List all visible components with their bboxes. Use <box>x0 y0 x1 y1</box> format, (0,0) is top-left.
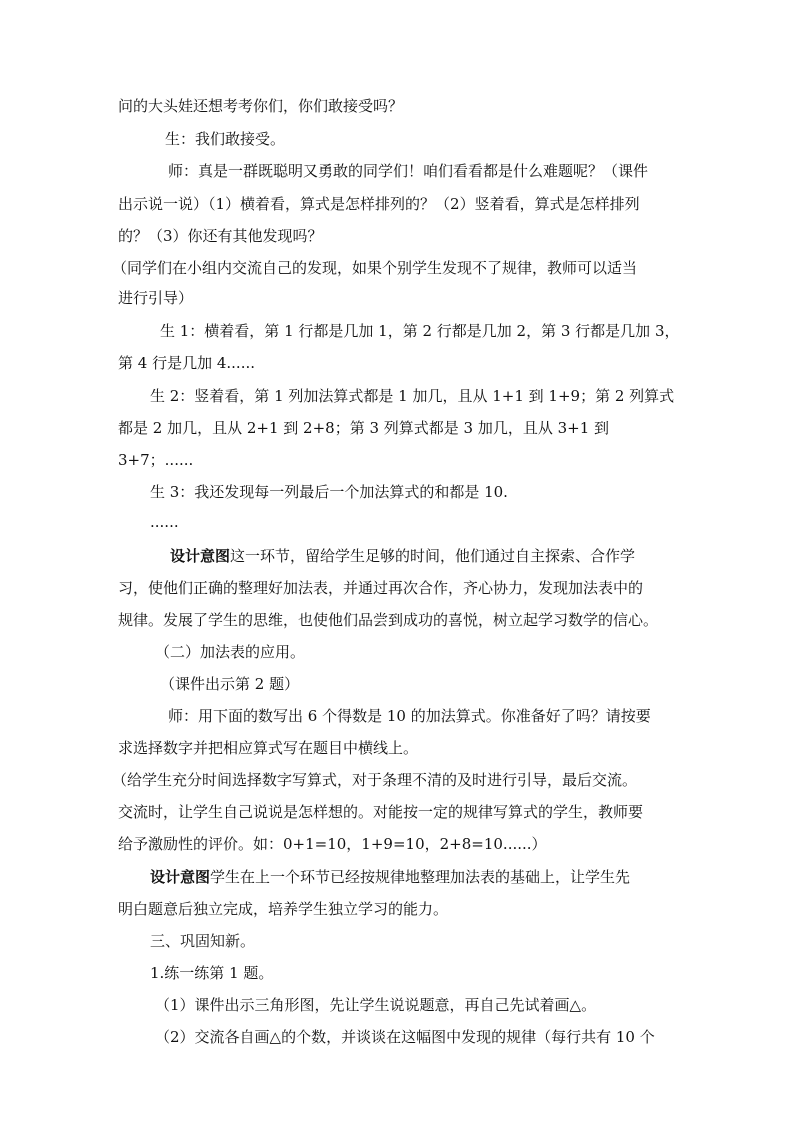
text-line: 生 3：我还发现每一列最后一个加法算式的和都是 10. <box>150 483 508 501</box>
text-line <box>170 546 635 566</box>
text-line: 3+7；...... <box>118 451 194 469</box>
text-line: 习，使他们正确的整理好加法表，并通过再次合作，齐心协力，发现加法表中的 <box>118 579 644 597</box>
text-line: （1）课件出示三角形图，先让学生说说题意，再自己先试着画△。 <box>155 996 597 1014</box>
text-line: 生 1：横着看，第 1 行都是几加 1，第 2 行都是几加 2，第 3 行都是几加 3， <box>160 322 680 340</box>
text-line: 1.练一练第 1 题。 <box>150 964 274 982</box>
text-line: 给予激励性的评价。如：0+1=10，1+9=10，2+8=10......） <box>118 835 547 853</box>
text-line: 师：用下面的数写出 6 个得数是 10 的加法算式。你准备好了吗？请按要 <box>168 707 651 725</box>
design-intent-label: 设计意图 <box>170 547 231 565</box>
text-line <box>150 867 630 887</box>
text-line: 求选择数字并把相应算式写在题目中横线上。 <box>118 739 419 757</box>
text-line: 进行引导） <box>118 289 194 307</box>
text-line: 生：我们敢接受。 <box>165 130 286 148</box>
text-line: （课件出示第 2 题） <box>160 675 300 693</box>
design-intent-label: 设计意图 <box>150 868 211 886</box>
text-line: 第 4 行是几加 4...... <box>118 354 256 372</box>
text-line: （给学生充分时间选择数字写算式，对于条理不清的及时进行引导，最后交流。 <box>112 771 638 789</box>
section-heading: 三、巩固知新。 <box>150 932 256 950</box>
text-line: 问的大头娃还想考考你们，你们敢接受吗？ <box>118 97 404 115</box>
text-line: （2）交流各自画△的个数，并谈谈在这幅图中发现的规律（每行共有 10 个 <box>155 1028 655 1046</box>
text-line: 出示说一说）（1）横着看，算式是怎样排列的？（2）竖着看，算式是怎样排列 <box>118 195 640 213</box>
text-line: 师：真是一群既聪明又勇敢的同学们！咱们看看都是什么难题呢？（课件 <box>168 162 649 180</box>
text-span: 这一环节，留给学生足够的时间，他们通过自主探索、合作学 <box>230 547 636 565</box>
text-line: 交流时，让学生自己说说是怎样想的。对能按一定的规律写算式的学生，教师要 <box>118 803 644 821</box>
section-heading: （二）加法表的应用。 <box>155 643 306 661</box>
text-line: 明白题意后独立完成，培养学生独立学习的能力。 <box>118 900 449 918</box>
text-line: 的？（3）你还有其他发现吗？ <box>118 227 323 245</box>
text-line: （同学们在小组内交流自己的发现，如果个别学生发现不了规律，教师可以适当 <box>112 259 638 277</box>
text-line: 生 2：竖着看，第 1 列加法算式都是 1 加几，且从 1+1 到 1+9；第 2 列算式 <box>150 387 675 405</box>
text-span: 学生在上一个环节已经按规律地整理加法表的基础上，让学生先 <box>210 868 631 886</box>
text-line: ...... <box>150 513 179 531</box>
text-line: 规律。发展了学生的思维，也使他们品尝到成功的喜悦，树立起学习数学的信心。 <box>118 611 659 629</box>
text-line: 都是 2 加几，且从 2+1 到 2+8；第 3 列算式都是 3 加几，且从 3+1 到 <box>118 419 610 437</box>
